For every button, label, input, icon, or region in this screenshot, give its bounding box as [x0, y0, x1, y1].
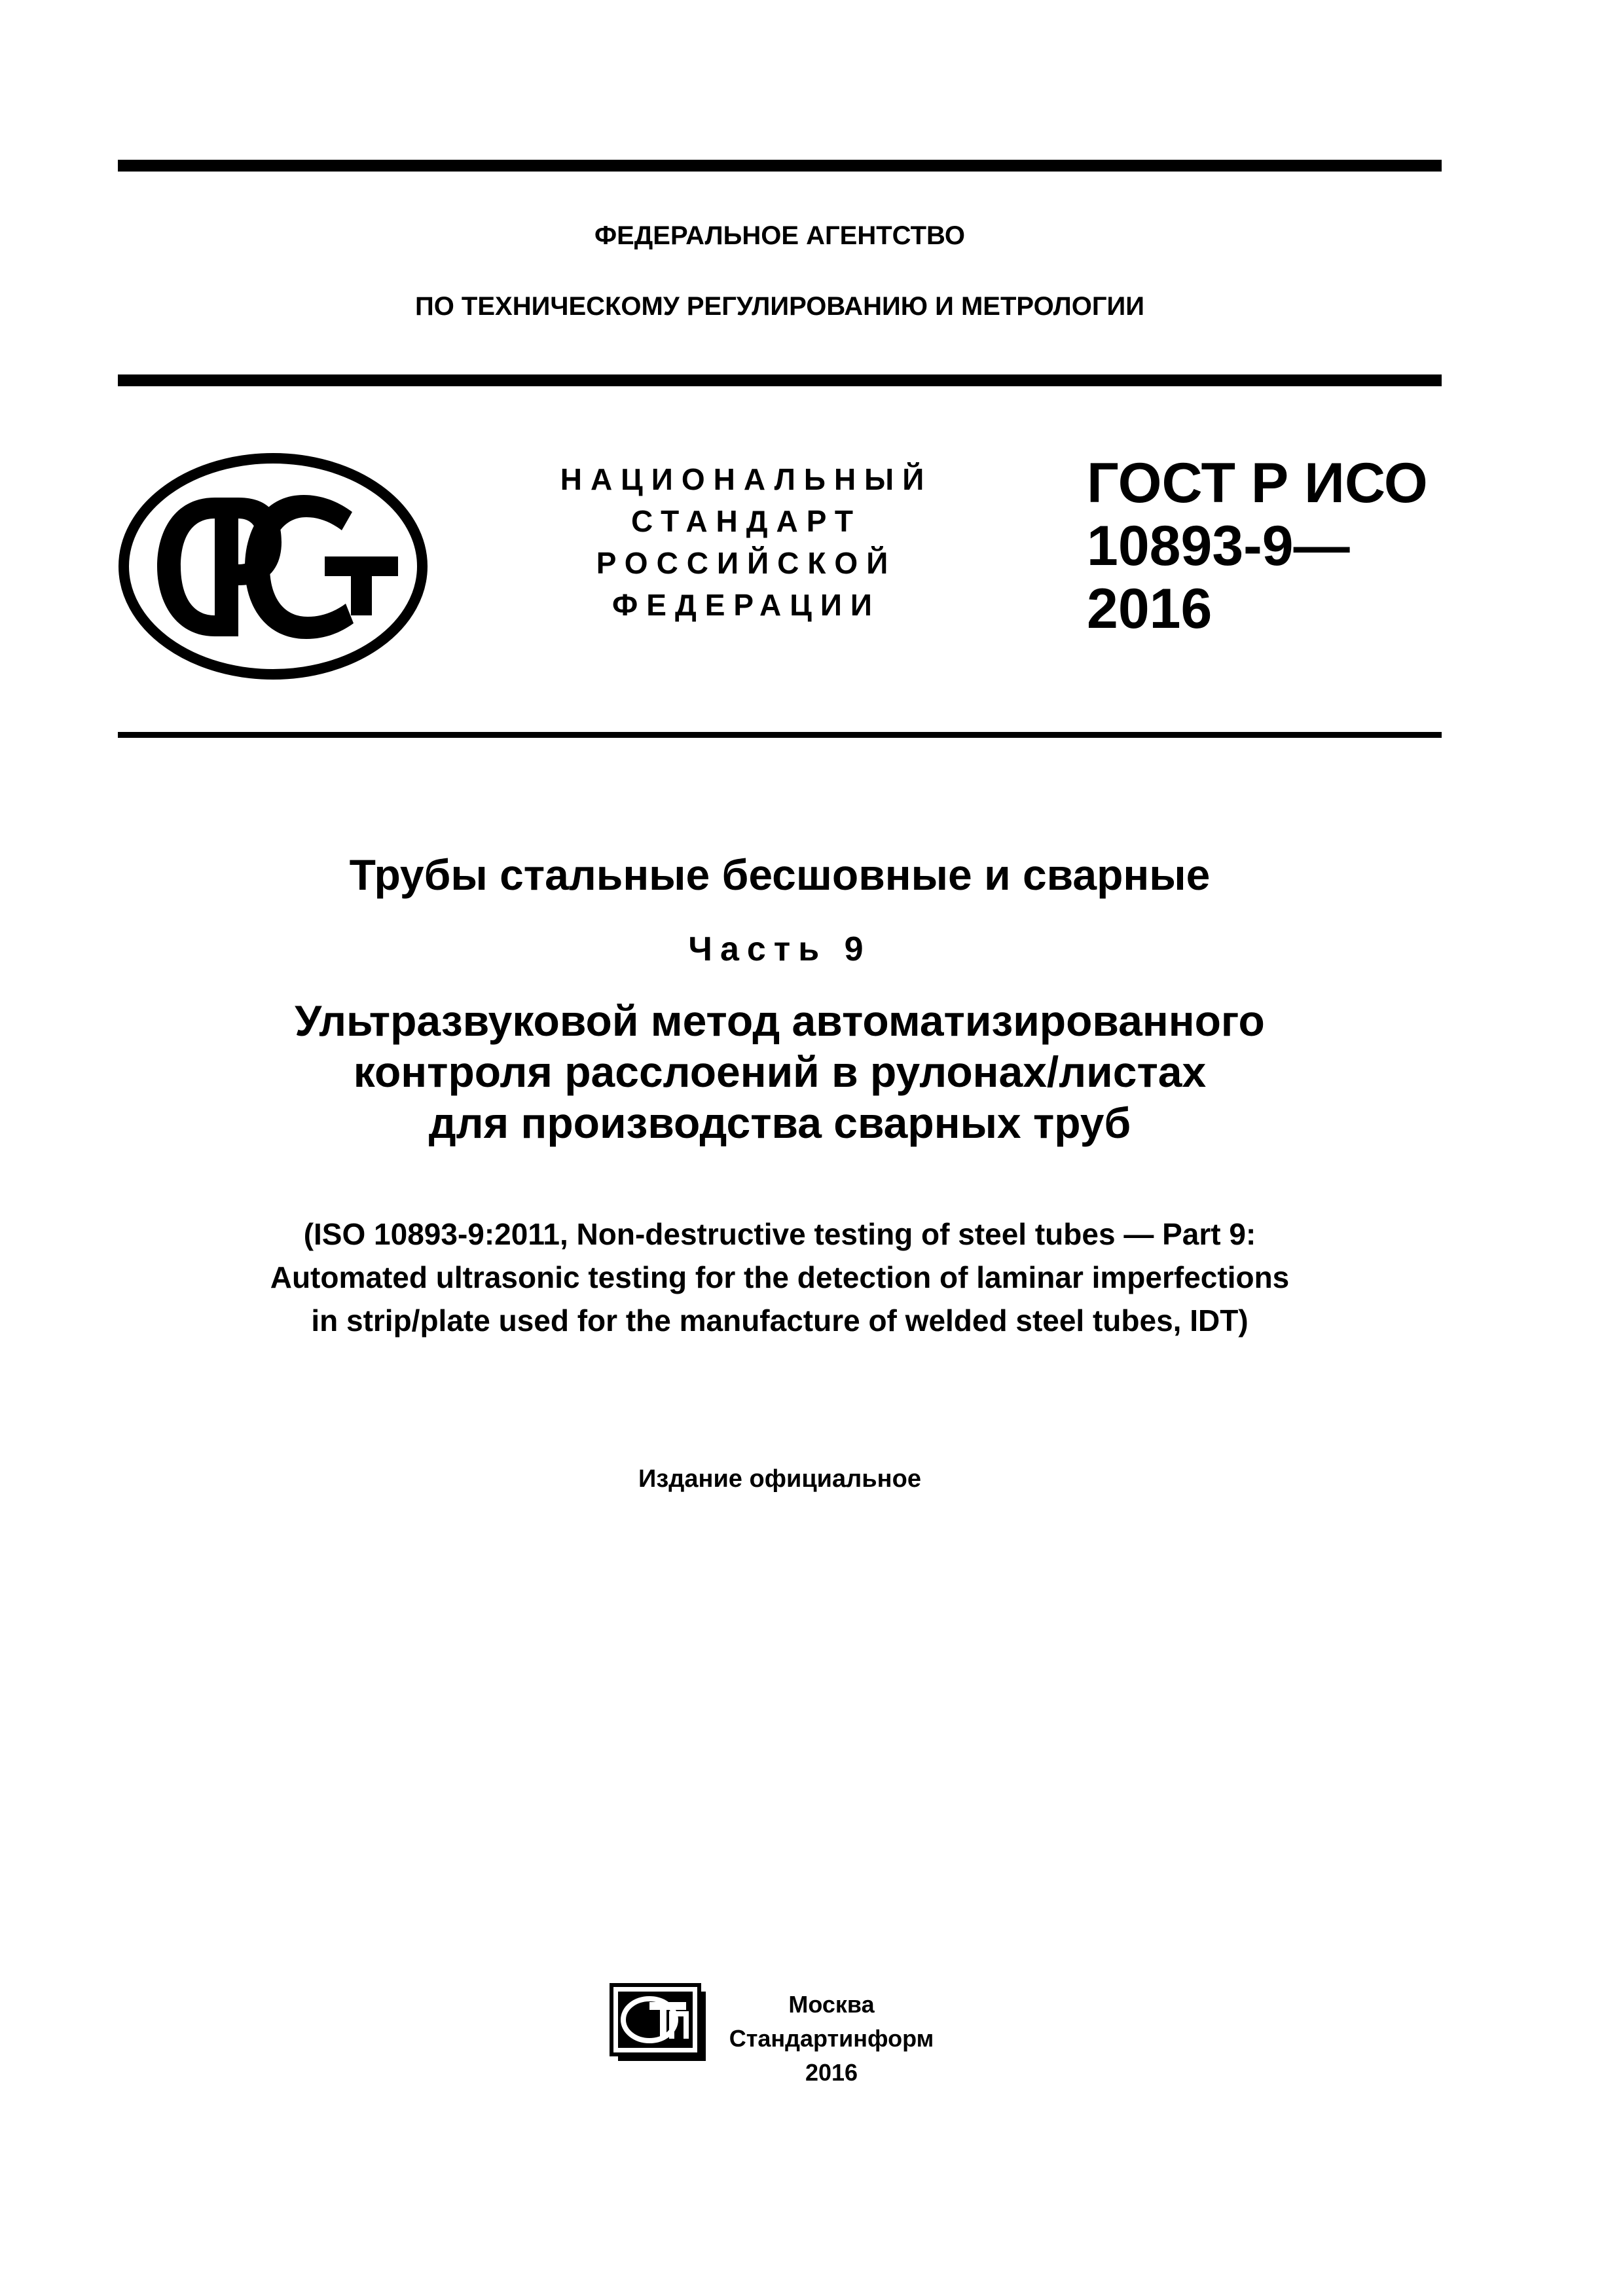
agency-name-line-2: ПО ТЕХНИЧЕСКОМУ РЕГУЛИРОВАНИЮ И МЕТРОЛОГИИ [414, 292, 1145, 321]
subtitle-line-1: Ультразвуковой метод автоматизированного [295, 996, 1265, 1045]
subtitle-line-2: контроля расслоений в рулонах/листах [353, 1048, 1207, 1096]
designation-line-1: ГОСТ Р ИСО [1087, 452, 1428, 515]
national-standard-line-1: НАЦИОНАЛЬНЫЙ [560, 462, 933, 496]
subtitle-line-3: для производства сварных труб [428, 1099, 1131, 1147]
iso-reference-line-2: Automated ultrasonic testing for the detection of laminar imperfections [270, 1260, 1290, 1294]
designation-line-3: 2016 [1087, 577, 1213, 640]
document-title: Трубы стальные бесшовные и сварные [349, 850, 1211, 899]
publisher-city: Москва [788, 1991, 875, 2018]
national-standard-heading [504, 458, 989, 626]
national-standard-line-2: СТАНДАРТ [631, 504, 862, 538]
publisher-block [720, 1988, 943, 2090]
rst-certification-mark-icon [117, 452, 429, 681]
iso-reference-line-1: (ISO 10893-9:2011, Non-destructive testing of steel tubes — Part 9: [303, 1217, 1256, 1251]
iso-reference-line-3: in strip/plate used for the manufacture of welded steel tubes, IDT) [311, 1303, 1249, 1338]
publisher-name: Стандартинформ [729, 2025, 934, 2052]
edition-label: Издание официальное [638, 1465, 921, 1493]
publisher-year: 2016 [805, 2059, 858, 2086]
standartinform-logo-icon [609, 1982, 711, 2065]
top-rule [118, 160, 1442, 172]
standard-designation [1087, 452, 1428, 640]
agency-name-line-1: ФЕДЕРАЛЬНОЕ АГЕНТСТВО [594, 221, 966, 250]
national-standard-line-3: РОССИЙСКОЙ [596, 546, 897, 580]
part-label: Часть 9 [688, 930, 871, 968]
national-standard-line-4: ФЕДЕРАЦИИ [612, 588, 881, 622]
lower-rule [118, 732, 1442, 738]
iso-reference [118, 1212, 1442, 1342]
designation-line-2: 10893-9— [1087, 515, 1350, 577]
document-subtitle [118, 995, 1442, 1148]
upper-rule [118, 374, 1442, 386]
